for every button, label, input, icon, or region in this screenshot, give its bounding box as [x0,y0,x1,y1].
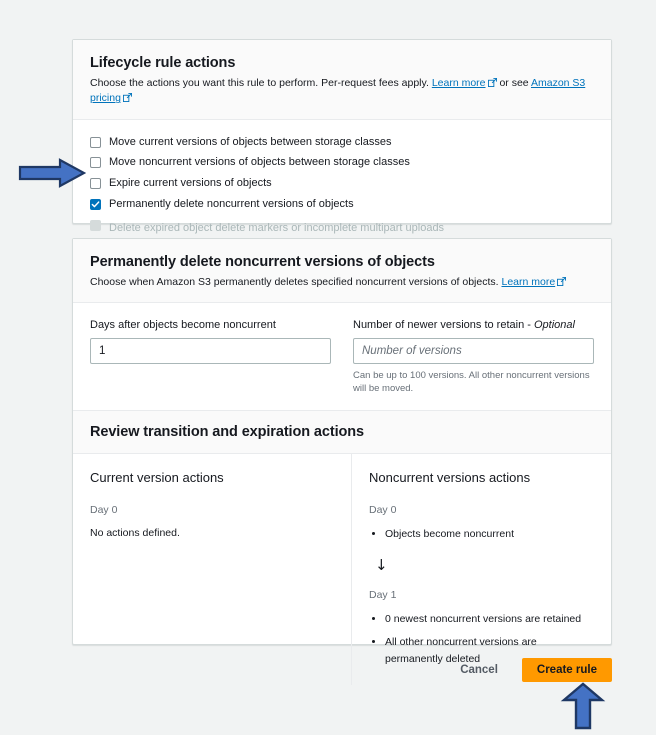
arrow-up-icon [560,682,606,730]
checkbox-label: Move current versions of objects between storage classes [109,135,392,148]
learn-more-link[interactable]: Learn more [431,77,486,90]
checkbox-row-move-current-versions[interactable] [90,135,594,150]
cancel-button[interactable]: Cancel [454,660,504,680]
noncurrent-versions-actions-column [351,454,611,685]
checkbox-move-current-versions[interactable] [90,137,101,148]
down-arrow-icon: ↓ [375,556,388,575]
checkbox-label: Expire current versions of objects [109,177,272,190]
review-columns [73,454,611,685]
actions-desc-text-2: or see [499,77,529,90]
days-field-label: Days after objects become noncurrent [90,319,276,332]
current-actions-day-label: Day 0 [90,503,118,516]
checkmark-icon [91,200,100,209]
newer-versions-retain-field [353,318,594,396]
create-rule-button[interactable]: Create rule [522,658,612,682]
delete-form-body [73,303,611,410]
actions-card-description [90,76,594,106]
delete-form-row [90,318,594,396]
external-link-icon [123,93,132,102]
list-item: • 0 newest noncurrent versions are retained [385,611,594,627]
retain-label-text: Number of newer versions to retain - [353,319,531,332]
noncurrent-day1-label: Day 1 [369,589,397,602]
external-link-icon [557,277,566,286]
checkbox-permanently-delete-noncurrent[interactable] [90,199,101,210]
delete-card-description [90,275,594,290]
checkbox-row-permanently-delete-noncurrent[interactable] [90,197,594,212]
noncurrent-day0-label: Day 0 [369,503,397,516]
amazon-s3-pricing-link[interactable]: Amazon S3 pricing [90,77,586,105]
current-actions-empty-text: No actions defined. [90,526,180,539]
current-actions-heading: Current version actions [90,470,224,486]
actions-card-title: Lifecycle rule actions [90,55,236,71]
list-item: • All other noncurrent versions are permanently deleted [385,634,594,667]
days-after-noncurrent-field [90,318,331,396]
lifecycle-rule-actions-card [72,39,612,234]
retain-label-optional: Optional [533,319,575,332]
learn-more-link[interactable]: Learn more [501,276,556,289]
actions-card-header [73,40,611,120]
checkbox-label: Move noncurrent versions of objects between storage classes [109,156,410,169]
annotation-arrow-up [560,682,606,730]
checkbox-label: Delete expired object delete markers or incomplete multipart uploads [109,221,445,234]
checkbox-delete-expired-markers [90,220,101,231]
newer-versions-retain-input[interactable] [353,338,594,364]
retain-field-label [353,318,594,332]
retain-field-help-text: Can be up to 100 versions. All other noncurrent versions will be moved. [353,369,590,395]
review-section-title: Review transition and expiration actions [90,424,364,441]
actions-desc-text-1: Choose the actions you want this rule to perform. Per-request fees apply. [90,77,429,90]
review-section-header [73,410,611,454]
days-after-noncurrent-input[interactable] [90,338,331,364]
checkbox-row-move-noncurrent-versions[interactable] [90,155,594,170]
noncurrent-actions-heading: Noncurrent versions actions [369,470,531,486]
delete-desc-text: Choose when Amazon S3 permanently deletes specified noncurrent versions of objects. [90,276,499,289]
permanently-delete-card [72,238,612,665]
noncurrent-day0-list [369,526,594,542]
checkbox-expire-current-versions[interactable] [90,178,101,189]
checkbox-row-expire-current-versions[interactable] [90,176,594,191]
delete-card-title: Permanently delete noncurrent versions of objects [90,254,435,270]
form-footer-actions [72,658,612,682]
external-link-icon [488,78,497,87]
delete-card-header [73,239,611,303]
checkbox-label: Permanently delete noncurrent versions of objects [109,198,354,211]
checkbox-move-noncurrent-versions[interactable] [90,157,101,168]
current-version-actions-column [73,454,351,685]
list-item: • Objects become noncurrent [385,526,594,542]
